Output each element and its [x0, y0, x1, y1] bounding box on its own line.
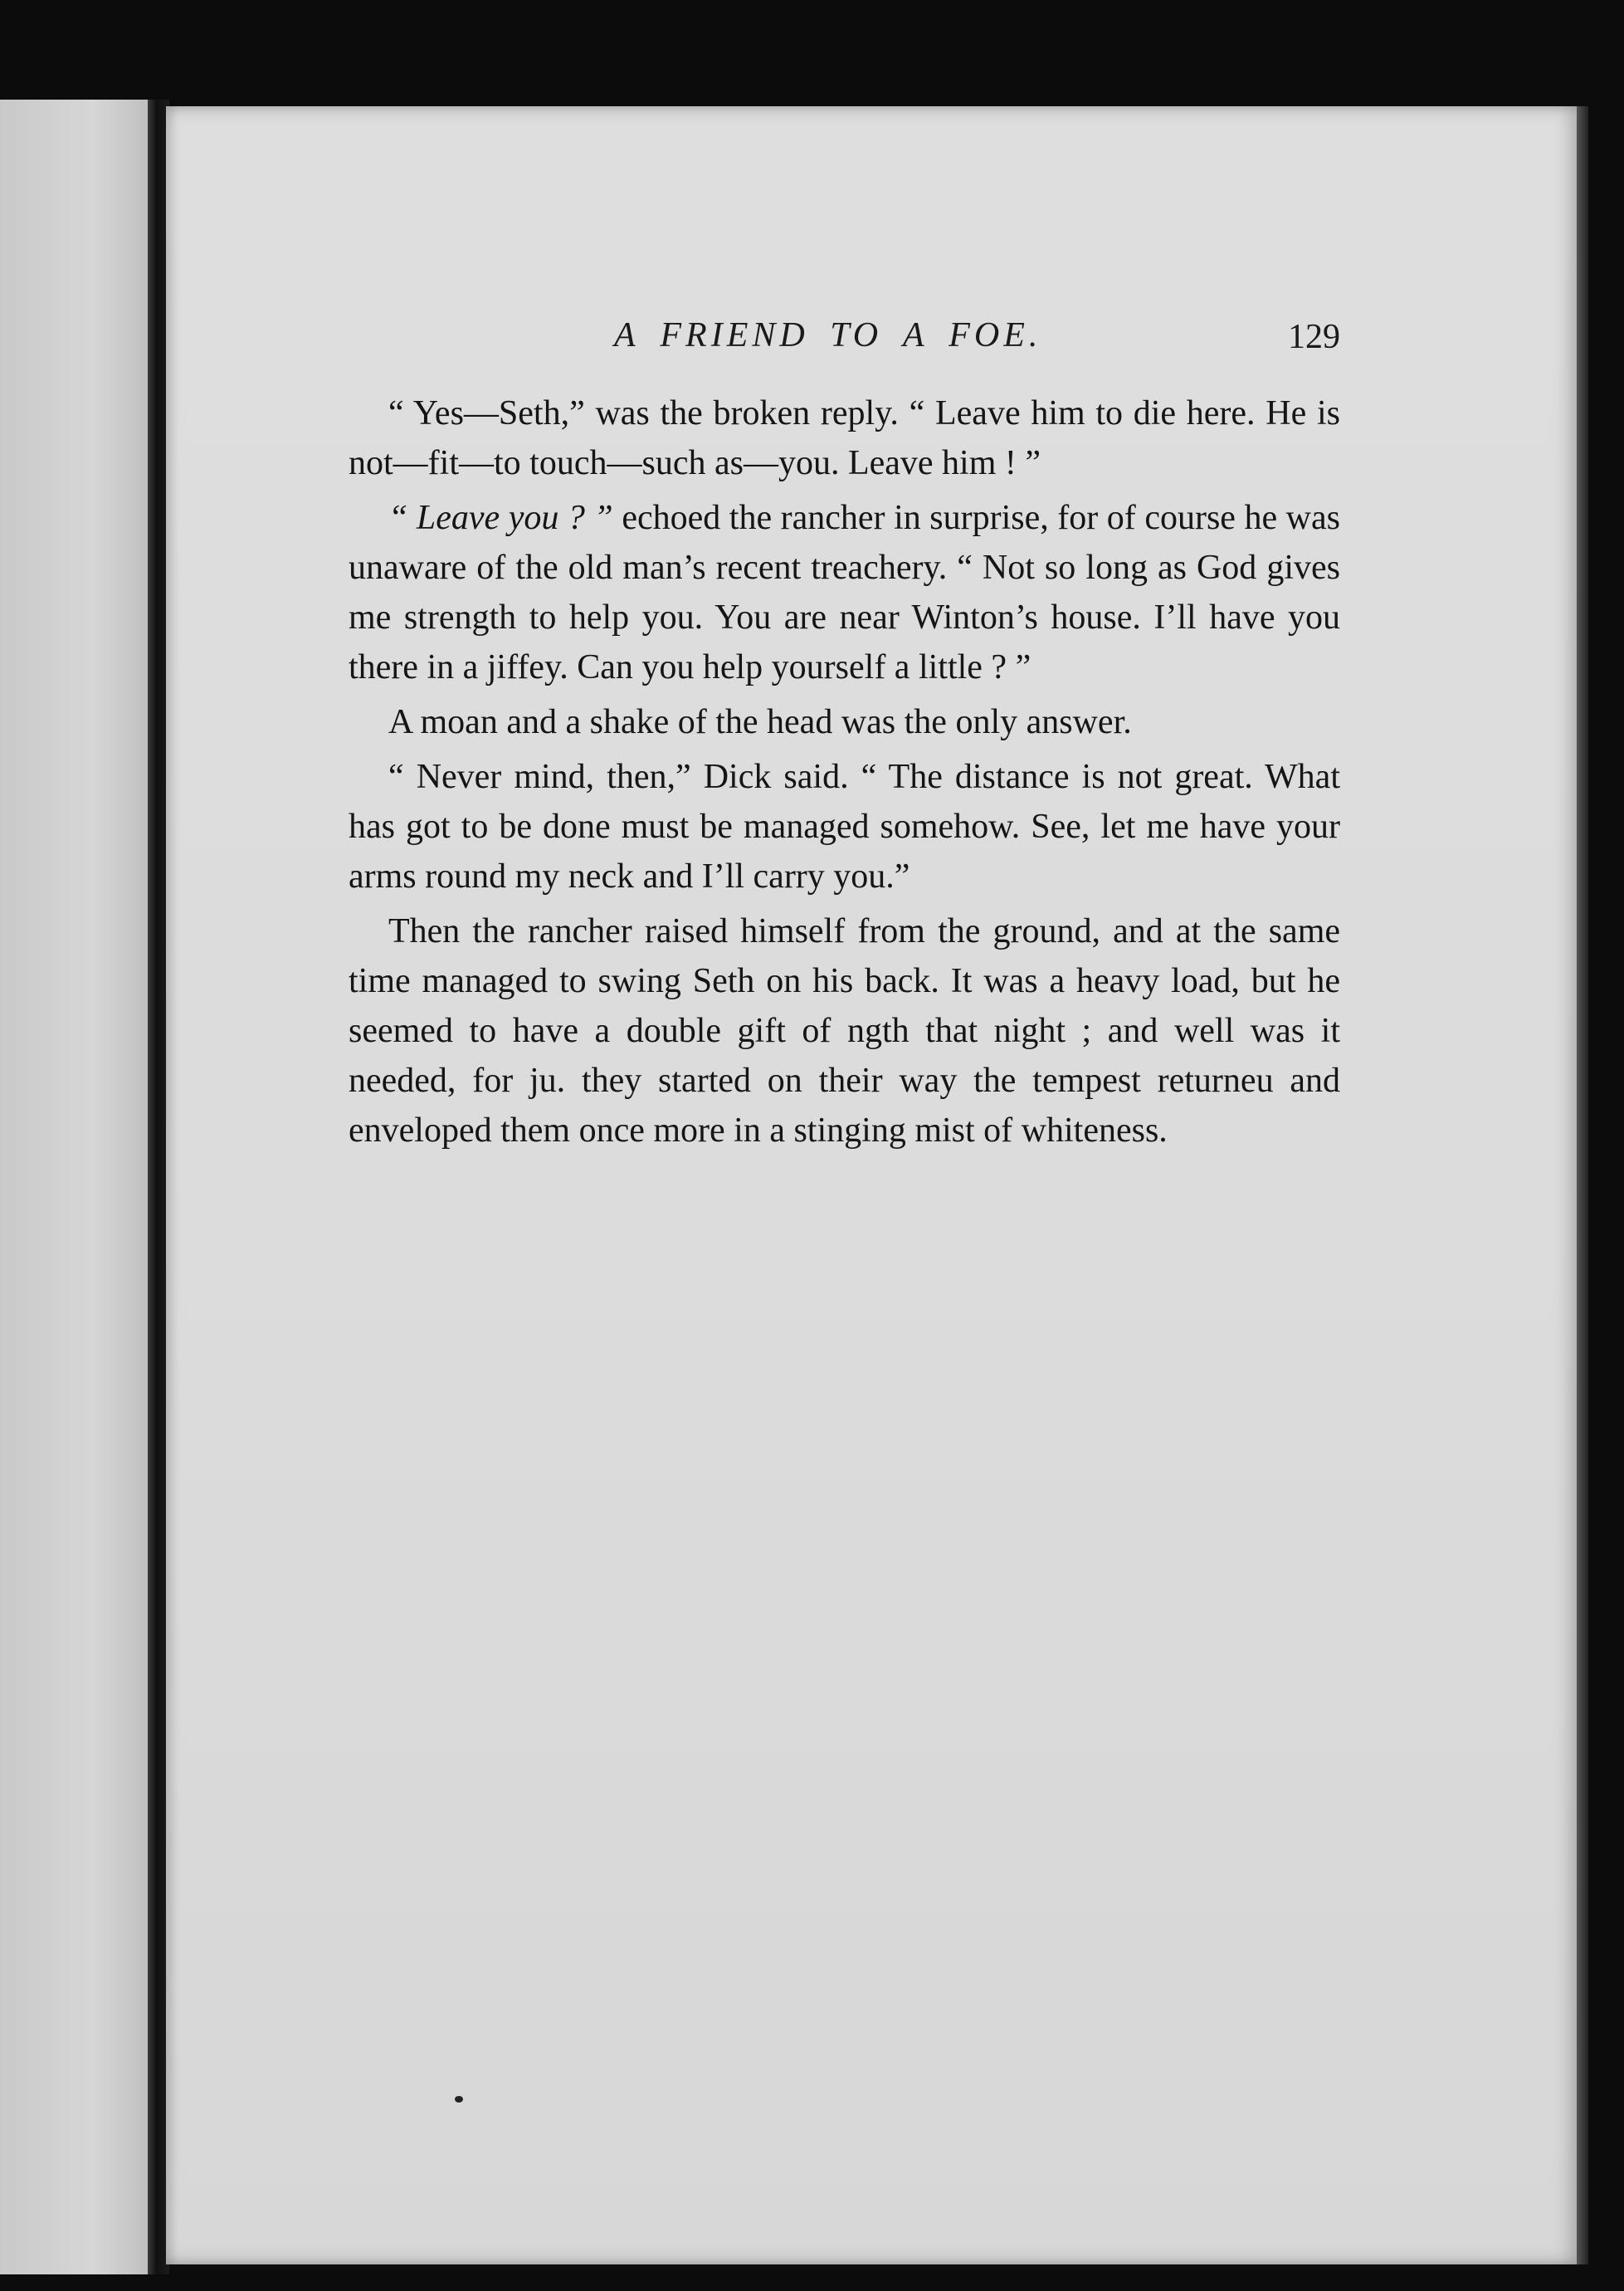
page-header	[349, 315, 1340, 365]
paragraph-text: A moan and a shake of the head was the only answer.	[388, 703, 1132, 741]
body-text	[349, 388, 1340, 1155]
running-head: A FRIEND TO A FOE.	[614, 316, 1042, 354]
paragraph	[349, 493, 1340, 692]
previous-page-edge	[0, 100, 156, 2274]
page-right-edge	[1577, 106, 1588, 2264]
paragraph	[349, 906, 1340, 1155]
paragraph	[349, 697, 1340, 747]
ink-speck	[455, 2096, 463, 2103]
paragraph-text: echoed the rancher in surprise, for of course he was unaware of the old man’s recent treachery. “ Not so long as God gives me strength to help you. You are near Winton’s house. I’ll have you there in a jiffey. Can you help yourself a little ? ”	[349, 499, 1340, 686]
paragraph-text: Then the rancher raised himself from the ground, and at the same time managed to swing Seth on his back. It was a heavy load, but he seemed to have a double gift of ngth that night ; and well was it needed, for ju. they started on their way the tempest returneu and enveloped them once more in a stinging mist of whiteness.	[349, 912, 1340, 1150]
italic-quote: “ Leave you ? ”	[388, 499, 613, 537]
paragraph-text: “ Yes—Seth,” was the broken reply. “ Leave him to die here. He is not—fit—to touch—such as—you. Leave him ! ”	[349, 394, 1340, 482]
paragraph-text: “ Never mind, then,” Dick said. “ The distance is not great. What has got to be done must be managed somehow. See, let me have your arms round my neck and I’ll carry you.”	[349, 758, 1340, 896]
paragraph	[349, 752, 1340, 901]
paragraph	[349, 388, 1340, 488]
page-number: 129	[1288, 318, 1340, 356]
